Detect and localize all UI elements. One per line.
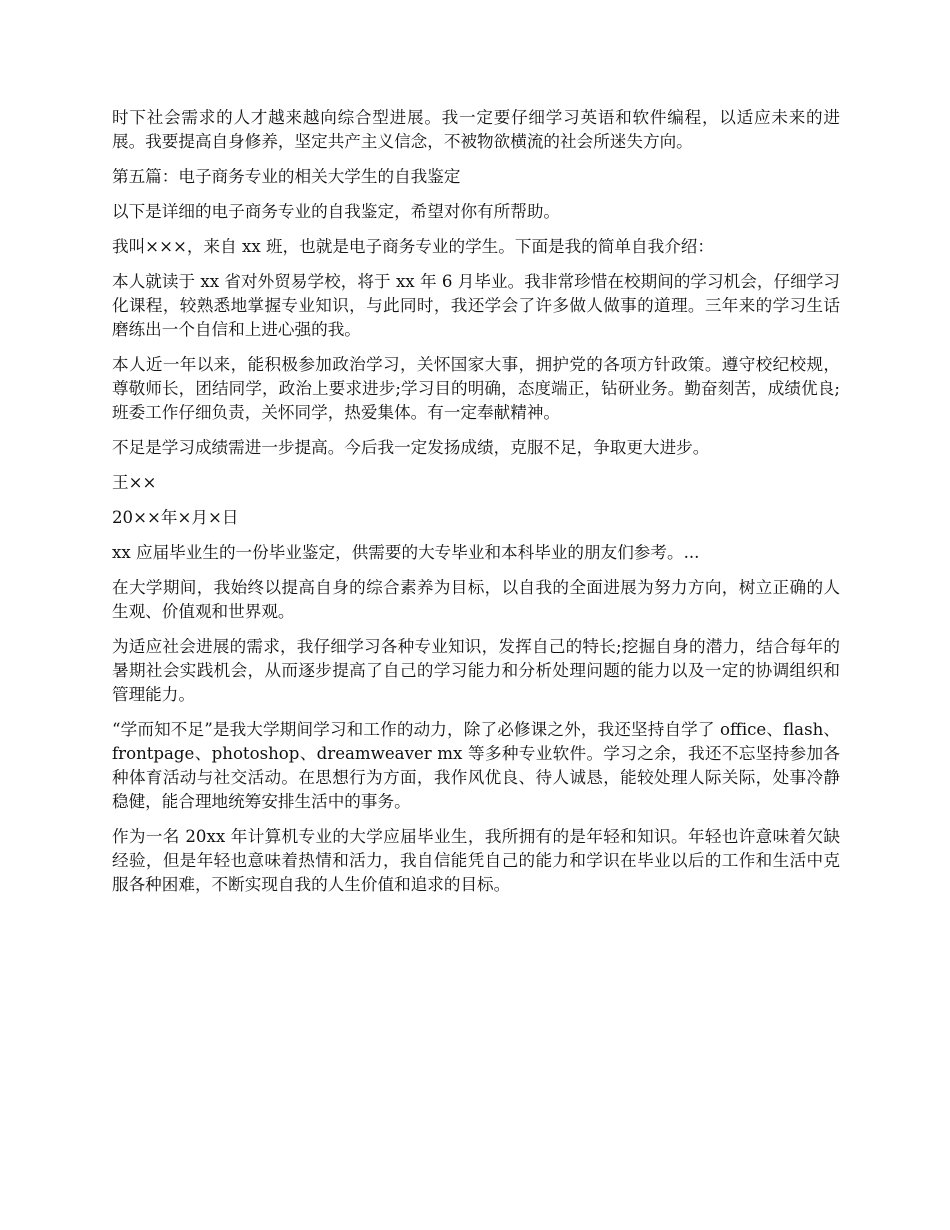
paragraph-intro: 以下是详细的电子商务专业的自我鉴定，希望对你有所帮助。 [112,202,561,221]
section-heading: 第五篇：电子商务专业的相关大学生的自我鉴定 [112,167,461,186]
paragraph-politics: 本人近一年以来，能积极参加政治学习，关怀国家大事，拥护党的各项方针政策。遵守校纪校规，尊敬师长，团结同学，政治上要求进步;学习目的明确，态度端正，钻研业务。勤奋刻苦，成绩优良;班委工作仔细负责，关怀同学，热爱集体。有一定奉献精神。 [112,355,840,422]
document-body [112,106,840,908]
paragraph-shortcomings: 不足是学习成绩需进一步提高。今后我一定发扬成绩，克服不足，争取更大进步。 [112,438,710,457]
paragraph-1: 时下社会需求的人才越来越向综合型进展。我一定要仔细学习英语和软件编程，以适应未来的进展。我要提高自身修养，坚定共产主义信念，不被物欲横流的社会所迷失方向。 [112,108,840,151]
paragraph-society: 为适应社会进展的需求，我仔细学习各种专业知识，发挥自己的特长;挖掘自身的潜力，结合每年的暑期社会实践机会，从而逐步提高了自己的学习能力和分析处理问题的能力以及一定的协调组织和管理能力。 [112,637,840,704]
paragraph-graduate-note: xx 应届毕业生的一份毕业鉴定，供需要的大专毕业和本科毕业的朋友们参考。... [112,543,700,562]
paragraph-self-study: “学而知不足”是我大学期间学习和工作的动力，除了必修课之外，我还坚持自学了 office、flash、frontpage、photoshop、dreamweaver mx 等多种专业软件。学习之余，我还不忘坚持参加各种体育活动与社交活动。在思想行为方面，我作风优良、待人诚恳，能较处理人际关际，处事冷静稳健，能合理地统筹安排生活中的事务。 [112,720,840,811]
paragraph-self-intro: 我叫×××，来自 xx 班，也就是电子商务专业的学生。下面是我的简单自我介绍： [112,237,714,256]
paragraph-school: 本人就读于 xx 省对外贸易学校，将于 xx 年 6 月毕业。我非常珍惜在校期间的学习机会，仔细学习化课程，较熟悉地掌握专业知识，与此同时，我还学会了许多做人做事的道理。三年来的学习生话磨练出一个自信和上进心强的我。 [112,272,840,339]
signature-name: 王×× [112,473,157,492]
signature-date: 20××年×月×日 [112,508,239,527]
paragraph-university: 在大学期间，我始终以提高自身的综合素养为目标，以自我的全面进展为努力方向，树立正确的人生观、价值观和世界观。 [112,578,840,621]
paragraph-conclusion: 作为一名 20xx 年计算机专业的大学应届毕业生，我所拥有的是年轻和知识。年轻也许意味着欠缺经验，但是年轻也意味着热情和活力，我自信能凭自己的能力和学识在毕业以后的工作和生活中克服各种困难，不断实现自我的人生价值和追求的目标。 [112,827,840,894]
